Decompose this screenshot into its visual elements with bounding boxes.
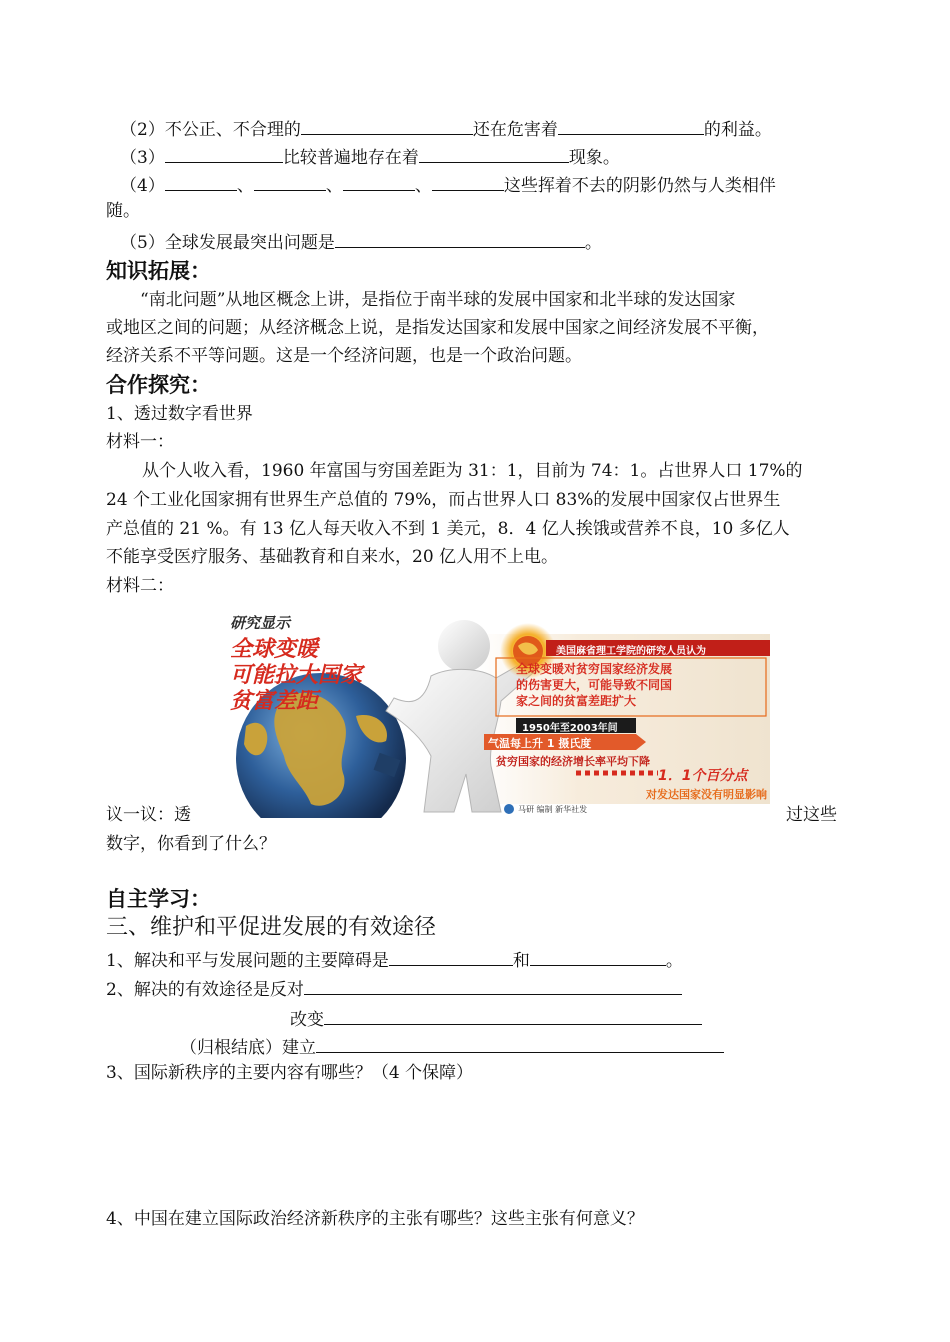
selfstudy-item-2b (290, 1006, 702, 1031)
material-1-line: 从个人收入看，1960 年富国与穷国差距为 31：1，目前为 74：1。占世界人口 17%的 (142, 461, 803, 481)
section-title: 三、维护和平促进发展的有效途径 (106, 915, 437, 940)
item-2-text-a: 2、解决的有效途径是反对 (106, 980, 304, 1000)
answer-blank[interactable] (254, 172, 326, 191)
figure-head (438, 620, 490, 672)
q4-text-a: （4） (120, 176, 165, 196)
answer-blank[interactable] (343, 172, 415, 191)
answer-blank[interactable] (324, 1006, 702, 1025)
knowledge-line: 经济关系不平等问题。这是一个经济问题，也是一个政治问题。 (106, 346, 582, 366)
credit-logo-icon (504, 804, 514, 814)
question-4-cont: 随。 (106, 201, 140, 221)
answer-blank[interactable] (389, 947, 513, 966)
answer-blank[interactable] (432, 172, 504, 191)
discuss-text-c: 数字，你看到了什么？ (106, 834, 276, 854)
answer-blank[interactable] (335, 229, 585, 248)
selfstudy-item-4: 4、中国在建立国际政治经济新秩序的主张有哪些？这些主张有何意义？ (106, 1209, 644, 1229)
finding-line: 家之间的贫富差距扩大 (516, 694, 637, 708)
question-2 (120, 116, 772, 141)
developed-label: 对发达国家没有明显影响 (646, 788, 767, 801)
item-1-text-b: 和 (512, 951, 530, 971)
material-1-label: 材料一： (106, 432, 174, 452)
discuss-text-a: 议一议：透 (106, 805, 191, 825)
answer-blank[interactable] (301, 116, 473, 135)
material-1-line: 不能享受医疗服务、基础教育和自来水，20 亿人用不上电。 (106, 547, 559, 567)
q5-text-c: 。 (584, 233, 602, 253)
item-2-text-c: （归根结底）建立 (180, 1038, 316, 1058)
separator: 、 (325, 176, 343, 196)
q2-text-a: （2）不公正、不合理的 (120, 120, 301, 140)
q3-text-c: 现象。 (568, 148, 620, 168)
q2-text-c: 的利益。 (703, 120, 772, 140)
figure-headline: 全球变暖 (230, 637, 319, 662)
knowledge-line: 或地区之间的问题；从经济概念上说，是指发达国家和发展中国家之间经济发展不平衡， (106, 318, 769, 338)
selfstudy-item-2 (106, 976, 682, 1001)
question-3 (120, 144, 620, 169)
q5-text-a: （5）全球发展最突出问题是 (120, 233, 335, 253)
cooperate-item-1: 1、透过数字看世界 (106, 404, 253, 424)
question-4 (120, 172, 776, 197)
figure-headline: 可能拉大国家 (230, 663, 363, 688)
q3-text-a: （3） (120, 148, 165, 168)
cooperate-heading: 合作探究： (106, 373, 211, 397)
material-2-label: 材料二： (106, 576, 174, 596)
finding-line: 全球变暖对贫穷国家经济发展 (516, 662, 673, 676)
q3-text-b: 比较普遍地存在着 (282, 148, 419, 168)
knowledge-heading: 知识拓展： (106, 259, 211, 283)
figure-kicker: 研究显示 (230, 614, 291, 632)
answer-blank[interactable] (165, 144, 283, 163)
answer-blank[interactable] (304, 976, 682, 995)
knowledge-line: “南北问题”从地区概念上讲，是指位于南半球的发展中国家和北半球的发达国家 (140, 290, 736, 310)
question-5 (120, 229, 602, 254)
answer-blank[interactable] (419, 144, 569, 163)
selfstudy-item-3: 3、国际新秩序的主要内容有哪些？（4 个保障） (106, 1063, 474, 1083)
selfstudy-item-2c (180, 1034, 724, 1059)
finding-line: 的伤害更大，可能导致不同国 (516, 678, 673, 692)
figure-credit: 马研 编制 新华社发 (518, 805, 588, 814)
figure-headline: 贫富差距 (230, 689, 319, 714)
item-1-text-a: 1、解决和平与发展问题的主要障碍是 (106, 951, 389, 971)
answer-blank[interactable] (558, 116, 704, 135)
answer-blank[interactable] (316, 1034, 724, 1053)
material-1-line: 24 个工业化国家拥有世界生产总值的 79%，而占世界人口 83%的发展中国家仅占世界生 (106, 490, 781, 510)
year-range: 1950年至2003年间 (522, 723, 618, 734)
separator: 、 (236, 176, 254, 196)
global-warming-infographic (226, 606, 770, 818)
selfstudy-heading: 自主学习： (106, 887, 211, 911)
material-1-line: 产总值的 21 %。有 13 亿人每天收入不到 1 美元，8．4 亿人挨饿或营养不良，10 多亿人 (106, 519, 790, 539)
source-header: 美国麻省理工学院的研究人员认为 (556, 646, 706, 657)
temperature-label: 气温每上升 1 摄氏度 (488, 737, 592, 750)
item-1-text-c: 。 (665, 951, 683, 971)
answer-blank[interactable] (165, 172, 237, 191)
item-2-text-b: 改变 (290, 1010, 324, 1030)
q4-text-b: 这些挥着不去的阴影仍然与人类相伴 (503, 176, 776, 196)
q2-text-b: 还在危害着 (472, 120, 558, 140)
selfstudy-item-1 (106, 947, 683, 972)
discuss-text-b: 过这些 (786, 805, 837, 825)
growth-label: 贫穷国家的经济增长率平均下降 (496, 755, 650, 768)
growth-value: 1．1个百分点 (658, 768, 748, 784)
separator: 、 (414, 176, 432, 196)
answer-blank[interactable] (530, 947, 666, 966)
